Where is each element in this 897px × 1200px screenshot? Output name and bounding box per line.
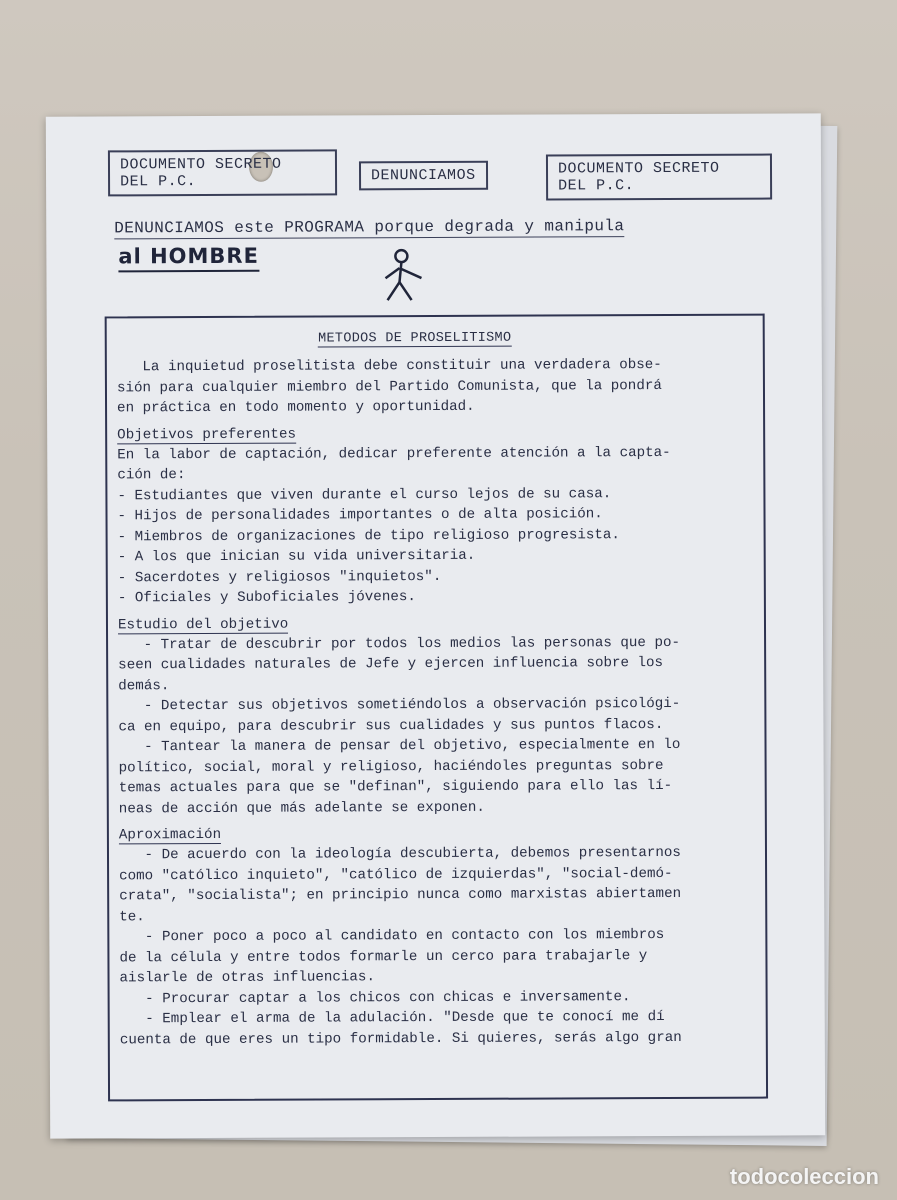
section-line: - Poner poco a poco al candidato en contacto con los miembros — [119, 927, 665, 946]
stick-figure-icon — [381, 248, 427, 304]
section-line: ción de: — [117, 467, 186, 484]
section-line: como "católico inquieto", "católico de izquierdas", "social-demó- — [119, 865, 673, 884]
section-line: - Estudiantes que viven durante el curso lejos de su casa. — [117, 485, 612, 504]
intro-line: sión para cualquier miembro del Partido Comunista, que la pondrá — [116, 377, 662, 396]
section-line: - Emplear el arma de la adulación. "Desde que te conocí me dí — [119, 1009, 665, 1028]
section-line: neas de acción que más adelante se exponen. — [118, 799, 485, 817]
watermark-logo: todocoleccion — [729, 1164, 879, 1189]
section-line: - Hijos de personalidades importantes o de alta posición. — [117, 506, 603, 525]
box-title: METODOS DE PROSELITISMO — [318, 330, 512, 347]
section-line: - A los que inician su vida universitaria. — [117, 547, 476, 566]
section-line: aislarle de otras influencias. — [119, 969, 375, 987]
header-right-line-1: DOCUMENTO SECRETO — [557, 159, 720, 178]
section-line: - Sacerdotes y religiosos "inquietos". — [117, 568, 442, 586]
section-line: te. — [119, 908, 145, 925]
section-line: - Miembros de organizaciones de tipo religioso progresista. — [117, 526, 620, 545]
header-box-left — [108, 149, 337, 196]
document-sheet — [46, 113, 825, 1138]
section-heading: Estudio del objetivo — [117, 616, 289, 633]
section-line: crata", "socialista"; en principio nunca como marxistas abiertamen — [119, 885, 682, 905]
section-line: - De acuerdo con la ideología descubierta, debemos presentarnos — [118, 844, 681, 864]
section-heading: Aproximación — [118, 826, 222, 844]
section-line: cuenta de que eres un tipo formidable. Si quieres, serás algo gran — [119, 1029, 682, 1048]
section-line: - Tantear la manera de pensar del objetivo, especialmente en lo — [118, 736, 681, 756]
content-box — [105, 314, 768, 1102]
header-left-line-1: DOCUMENTO SECRETO — [119, 155, 282, 174]
header-left-line-2: DEL P.C. — [120, 173, 197, 191]
section-line: seen cualidades naturales de Jefe y ejercen influencia sobre los — [118, 655, 664, 674]
header-box-right — [546, 154, 772, 201]
intro-line: La inquietud proselitista debe constituir una verdadera obse- — [116, 357, 662, 376]
intro-line: en práctica en todo momento y oportunidad. — [117, 398, 475, 417]
header-center-label: DENUNCIAMOS — [370, 166, 476, 185]
section-line: ca en equipo, para descubrir sus cualidades y sus puntos flacos. — [118, 716, 664, 735]
section-line: temas actuales para que se "definan", siguiendo para ello las lí- — [118, 777, 673, 797]
section-line: - Tratar de descubrir por todos los medios las personas que po- — [118, 634, 681, 653]
handwritten-note: al HOMBRE — [118, 244, 259, 273]
header-box-center — [359, 161, 488, 191]
section-line: político, social, moral y religioso, haciéndoles preguntas sobre — [118, 757, 664, 776]
section-line: - Oficiales y Suboficiales jóvenes. — [117, 589, 416, 607]
section-line: - Procurar captar a los chicos con chicas e inversamente. — [119, 988, 631, 1007]
section-line: de la célula y entre todos formarle un cerco para trabajarle y — [119, 947, 648, 966]
header-right-line-2: DEL P.C. — [558, 177, 635, 195]
headline: DENUNCIAMOS este PROGRAMA porque degrada y manipula — [114, 217, 625, 238]
section-line: - Detectar sus objetivos sometiéndolos a observación psicológi- — [118, 695, 681, 715]
section-line: En la labor de captación, dedicar preferente atención a la capta- — [117, 444, 671, 463]
section-line: demás. — [118, 677, 170, 694]
section-heading: Objetivos preferentes — [117, 426, 296, 443]
